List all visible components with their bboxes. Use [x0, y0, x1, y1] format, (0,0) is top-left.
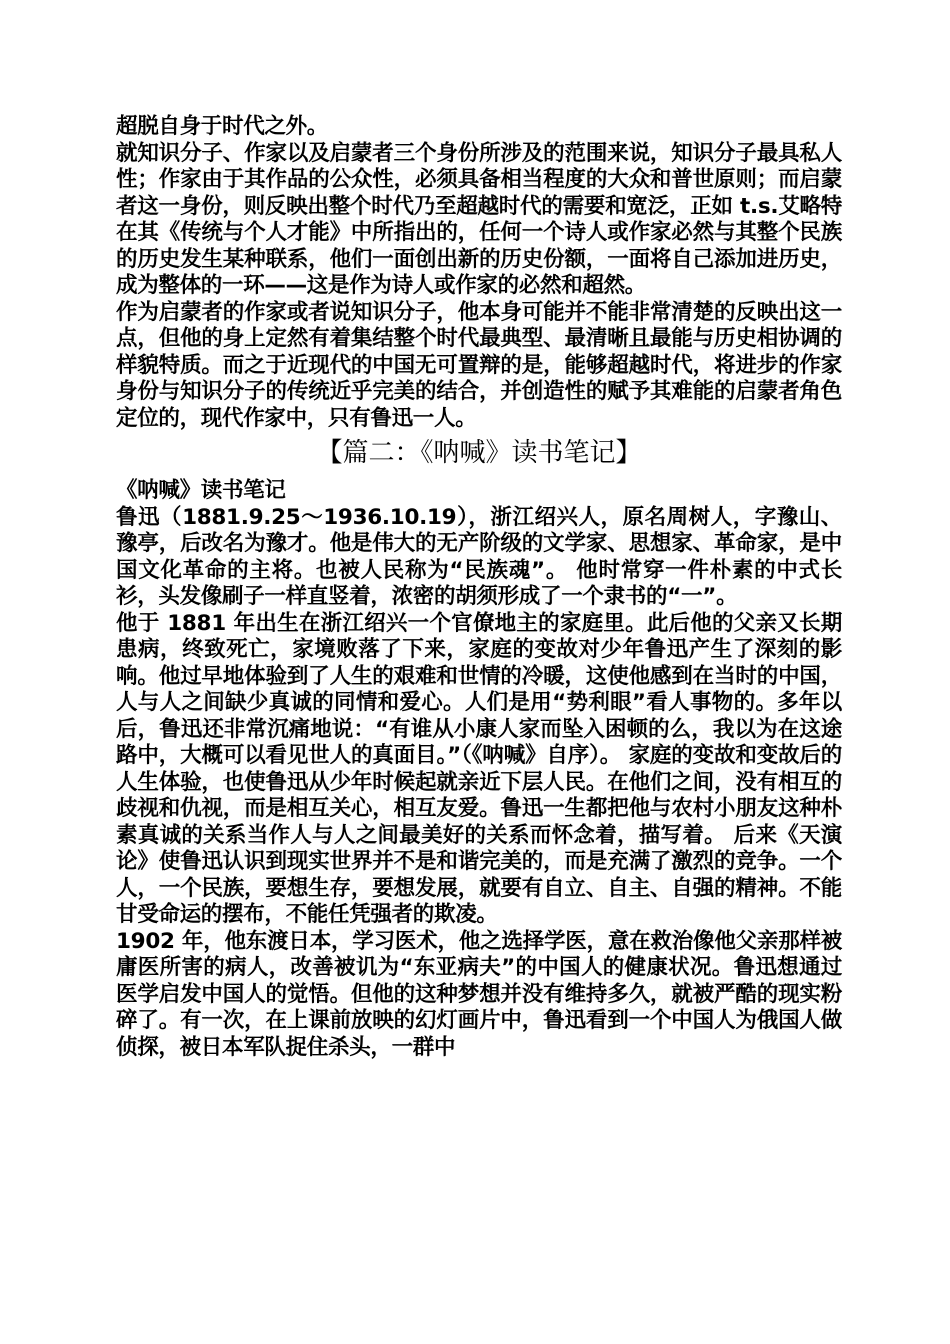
paragraph-1: 超脱自身于时代之外。: [116, 114, 329, 139]
section-heading: 【篇二：《呐喊》读书笔记】: [316, 438, 642, 468]
document-page: [116, 114, 842, 1061]
paragraph-6: 他于 1881 年出生在浙江绍兴一个官僚地主的家庭里。此后他的父亲又长期患病，终致死亡，家境败落了下来，家庭的变故对少年鲁迅产生了深刻的影响。他过早地体验到了人生的艰难和世情的冷暖，这使他感到在当时的中国，人与人之间缺少真诚的同情和爱心。人们是用“势利眼”看人事物的。多年以后，鲁迅还非常沉痛地说：“有谁从小康人家而坠入困顿的么，我以为在这途路中，大概可以看见世人的真面目。”（《呐喊》自序）。 家庭的变故和变故后的人生体验，也使鲁迅从少年时候起就亲近下层人民。在他们之间，没有相互的歧视和仇视，而是相互关心，相互友爱。鲁迅一生都把他与农村小朋友这种朴素真诚的关系当作人与人之间最美好的关系而怀念着，描写着。 后来《天演论》使鲁迅认识到现实世界并不是和谐完美的，而是充满了激烈的竞争。一个人，一个民族，要想生存，要想发展，就要有自立、自主、自强的精神。不能甘受命运的摆布，不能任凭强者的欺凌。: [116, 610, 842, 927]
paragraph-4: 《呐喊》读书笔记: [116, 478, 286, 503]
paragraph-2: 就知识分子、作家以及启蒙者三个身份所涉及的范围来说，知识分子最具私人性；作家由于其作品的公众性，必须具备相当程度的大众和普世原则；而启蒙者这一身份，则反映出整个时代乃至超越时代的需要和宽泛，正如 t.s.艾略特在其《传统与个人才能》中所指出的，任何一个诗人或作家必然与其整个民族的历史发生某种联系，他们一面创出新的历史份额，一面将自己添加进历史，成为整体的一环——这是作为诗人或作家的必然和超然。: [116, 140, 842, 298]
paragraph-7: 1902 年，他东渡日本，学习医术，他之选择学医，意在救治像他父亲那样被庸医所害的病人，改善被讥为“东亚病夫”的中国人的健康状况。鲁迅想通过医学启发中国人的觉悟。但他的这种梦想并没有维持多久，就被严酷的现实粉碎了。有一次，在上课前放映的幻灯画片中，鲁迅看到一个中国人为俄国人做侦探，被日本军队捉住杀头，一群中: [116, 928, 842, 1060]
paragraph-3: 作为启蒙者的作家或者说知识分子，他本身可能并不能非常清楚的反映出这一点，但他的身上定然有着集结整个时代最典型、最清晰且最能与历史相协调的样貌特质。而之于近现代的中国无可置辩的是，能够超越时代，将进步的作家身份与知识分子的传统近乎完美的结合，并创造性的赋予其难能的启蒙者角色定位的，现代作家中，只有鲁迅一人。: [116, 299, 842, 431]
paragraph-5: 鲁迅（1881.9.25～1936.10.19），浙江绍兴人，原名周树人，字豫山、豫亭，后改名为豫才。他是伟大的无产阶级的文学家、思想家、革命家，是中国文化革命的主将。也被人民称为“民族魂”。 他时常穿一件朴素的中式长衫，头发像刷子一样直竖着，浓密的胡须形成了一个隶书的“一”。: [116, 504, 842, 609]
